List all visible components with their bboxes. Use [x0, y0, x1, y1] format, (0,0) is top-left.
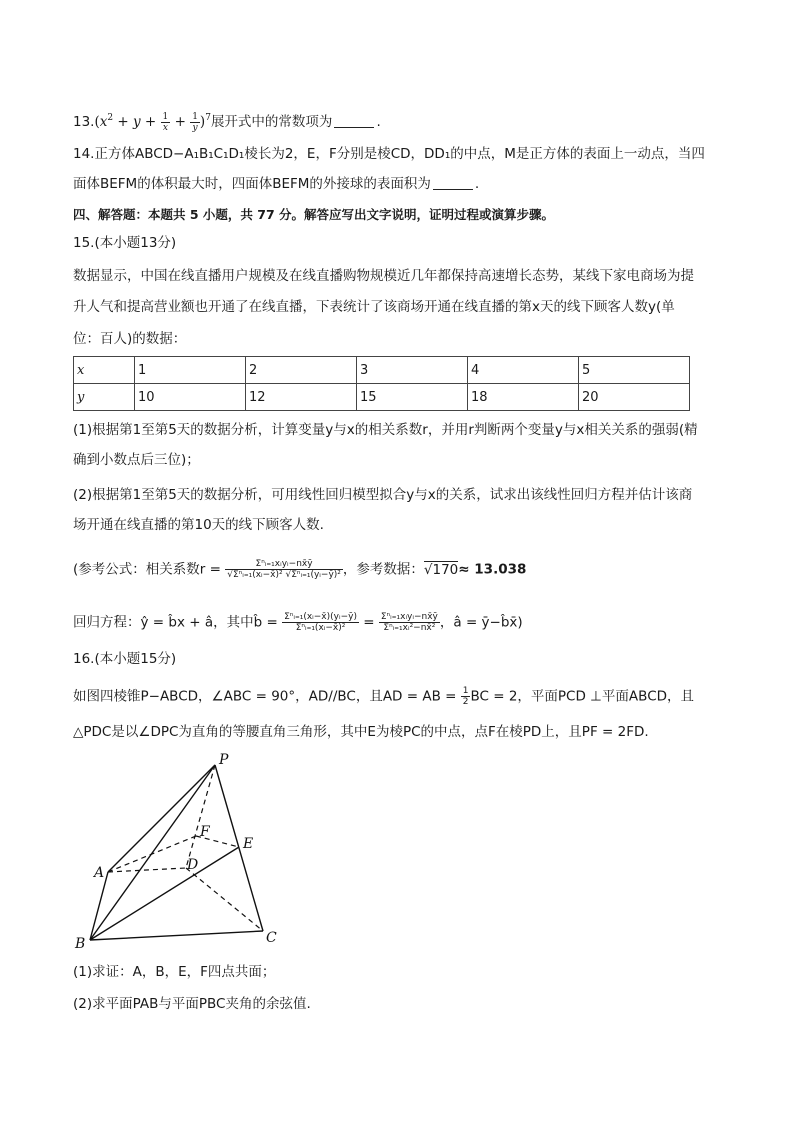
table-cell: 18	[468, 384, 579, 411]
edge-AD	[108, 868, 186, 872]
q15-sub-1b: 确到小数点后三位)；	[73, 452, 200, 468]
table-cell: 15	[357, 384, 468, 411]
table-cell: 5	[579, 357, 690, 384]
section-heading: 四、解答题：本题共 5 小题，共 77 分。解答应写出文字说明，证明过程或演算步骤。	[73, 207, 555, 222]
regression-formula: 回归方程：ŷ = b̂x + â，其中b̂ = $\frac{\text{Σⁿᵢ₌₁(xᵢ−x̄)(yᵢ−ȳ)}}{\text{Σⁿᵢ₌₁(xᵢ−x̄)²}}$ = $\frac{\text{Σⁿᵢ₌₁xᵢyᵢ−nx̄ȳ}}{\text{Σⁿᵢ₌₁xᵢ²−nx̄²}}$ ，â = ȳ−b̂x̄)	[73, 612, 523, 633]
label-F: F	[200, 824, 210, 840]
table-row-x	[74, 357, 690, 384]
label-P: P	[219, 752, 229, 768]
q15-sub-1a: (1)根据第1至第5天的数据分析，计算变量y与x的相关系数r，并用r判断两个变量y与x相关关系的强弱(精	[73, 422, 698, 438]
table-cell: 4	[468, 357, 579, 384]
question-14-line-2: 面体BEFM的体积最大时，四面体BEFM的外接球的表面积为 .	[73, 176, 480, 192]
q13-number: 13.	[73, 114, 95, 130]
q16-header: 16.(本小题15分)	[73, 651, 177, 667]
q16-para-1: 如图四棱锥P−ABCD，∠ABC = 90°，AD//BC，且AD = AB = $\frac{1}{2}$ BC = 2，平面PCD ⊥平面ABCD，且	[73, 686, 695, 707]
q16-para-2: △PDC是以∠DPC为直角的等腰直角三角形，其中E为棱PC的中点，点F在棱PD上，且PF = 2FD.	[73, 724, 649, 740]
edge-PB	[90, 765, 215, 940]
table-cell: y	[74, 384, 135, 411]
table-cell: 12	[246, 384, 357, 411]
reference-formula: (参考公式：相关系数r = $\frac{\text{Σⁿᵢ₌₁xᵢyᵢ−nx̄ȳ}}{\text{√Σⁿᵢ₌₁(xᵢ−x̄)² √Σⁿᵢ₌₁(yᵢ−ȳ)²}}$ ，参考数据：√170≈ 13.038	[73, 559, 527, 580]
data-table	[73, 356, 690, 411]
table-cell: 10	[135, 384, 246, 411]
label-D: D	[187, 857, 199, 873]
label-C: C	[266, 930, 277, 946]
table-cell: 3	[357, 357, 468, 384]
edge-BC	[90, 931, 263, 940]
q15-sub-2a: (2)根据第1至第5天的数据分析，可用线性回归模型拟合y与x的关系，试求出该线性回归方程并估计该商	[73, 487, 693, 503]
q15-para-3: 位：百人)的数据：	[73, 331, 187, 347]
edge-PC	[215, 765, 263, 931]
q15-header: 15.(本小题13分)	[73, 235, 177, 251]
label-B: B	[75, 936, 86, 950]
q15-para-1: 数据显示，中国在线直播用户规模及在线直播购物规模近几年都保持高速增长态势，某线下家电商场为提	[73, 268, 694, 284]
question-13: $13.(x^2 + y$ + $\frac{1}{x}$ + $\frac{1}{y}$ )$^7$展开式中的常数项为 .	[73, 112, 381, 133]
edge-PA	[108, 765, 215, 872]
q16-sub-2: (2)求平面PAB与平面PBC夹角的余弦值.	[73, 996, 311, 1012]
answer-blank[interactable]	[334, 113, 374, 128]
table-cell: 1	[135, 357, 246, 384]
q15-sub-2b: 场开通在线直播的第10天的线下顾客人数.	[73, 517, 324, 533]
q15-para-2: 升人气和提高营业额也开通了在线直播，下表统计了该商场开通在线直播的第x天的线下顾客人数y(单	[73, 299, 675, 315]
q13-text: 展开式中的常数项为	[210, 114, 333, 130]
q13-expression: ($x^2 + y$ + $\frac{1}{x}$ + $\frac{1}{y}$ )$^7$	[94, 112, 211, 133]
pyramid-figure	[73, 750, 303, 950]
edge-AF	[108, 836, 199, 873]
table-cell: x	[74, 357, 135, 384]
table-cell: 20	[579, 384, 690, 411]
q16-sub-1: (1)求证：A，B，E，F四点共面；	[73, 964, 276, 980]
label-A: A	[94, 865, 105, 881]
answer-blank[interactable]	[433, 175, 473, 190]
question-14-line-1: 14.正方体ABCD−A₁B₁C₁D₁棱长为2，E，F分别是棱CD，DD₁的中点，M是正方体的表面上一动点，当四	[73, 146, 705, 162]
label-E: E	[243, 836, 254, 852]
edge-DC	[186, 868, 263, 931]
table-row-y	[74, 384, 690, 411]
table-cell: 2	[246, 357, 357, 384]
